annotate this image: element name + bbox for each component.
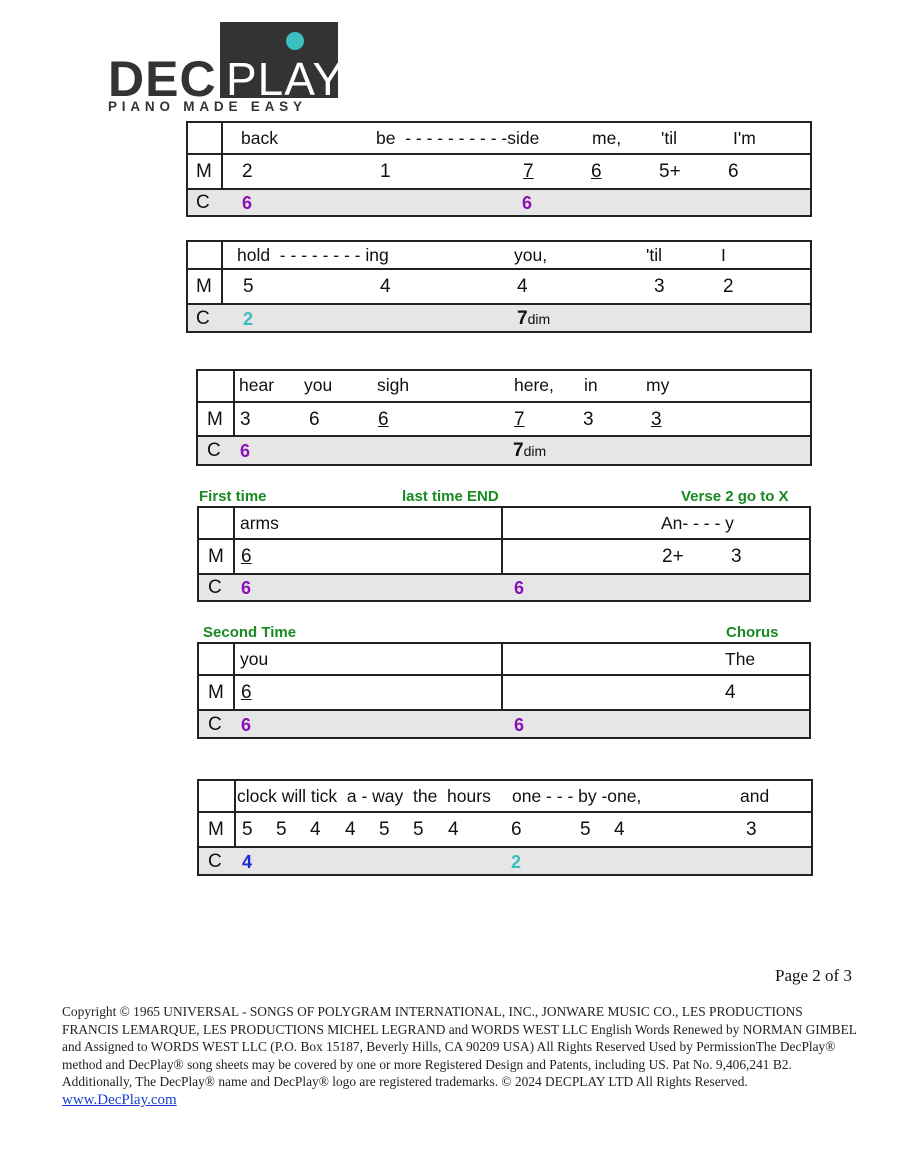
lyric: in bbox=[584, 375, 598, 395]
music-table-3 bbox=[196, 369, 812, 466]
lyric: be - - - - - - - - - -side bbox=[376, 128, 540, 148]
music-table-6 bbox=[197, 779, 813, 876]
chord-dim: 7dim bbox=[517, 308, 551, 329]
verse2-goto-label: Verse 2 go to X bbox=[681, 488, 789, 505]
music-table-2 bbox=[186, 240, 812, 333]
lyric: clock will tick a - way the hours bbox=[237, 786, 491, 806]
melody-note: 4 bbox=[517, 276, 528, 297]
melody-note: 3 bbox=[240, 409, 251, 430]
chord-label: C bbox=[208, 851, 222, 872]
first-time-label: First time bbox=[199, 488, 267, 505]
melody-note: 6 bbox=[511, 819, 522, 840]
lyrics-row bbox=[188, 242, 810, 270]
melody-note: 3 bbox=[731, 546, 742, 567]
copyright-text: Copyright © 1965 UNIVERSAL - SONGS OF POLYGRAM INTERNATIONAL, INC., JONWARE MUSIC CO., LES PRODUCTIONS FRANCIS LEMARQUE, LES PRODUCTIONS MICHEL LEGRAND and WORDS WEST LLC English Words Renewed by NORMAN GIMBEL and Assigned to WORDS WEST LLC (P.O. Box 15187, Beverly Hills, CA 90209 USA) All Rights Reserved Used by PermissionThe DecPlay® method and DecPlay® song sheets may be covered by one or more Registered Design and Patents, including US. Pat No. 9,406,241 B2. Additionally, The DecPlay® name and DecPlay® logo are registered trademarks. © 2024 DECPLAY LTD All Rights Reserved. bbox=[62, 1004, 857, 1090]
melody-note: 2 bbox=[242, 161, 253, 182]
melody-row bbox=[199, 540, 809, 575]
melody-note: 6 bbox=[241, 682, 252, 703]
lyric: you bbox=[304, 375, 333, 395]
melody-note: 3 bbox=[583, 409, 594, 430]
melody-label: M bbox=[208, 546, 224, 567]
logo-tagline: PIANO MADE EASY bbox=[108, 99, 307, 114]
melody-note: 5 bbox=[379, 819, 390, 840]
lyrics-row bbox=[199, 781, 811, 813]
chord: 2 bbox=[243, 309, 254, 329]
chord-dim: 7dim bbox=[513, 440, 547, 461]
melody-note: 4 bbox=[380, 276, 391, 297]
melody-note: 2+ bbox=[662, 546, 684, 567]
lyric: The bbox=[725, 649, 756, 669]
melody-row bbox=[198, 403, 810, 437]
melody-label: M bbox=[196, 276, 212, 297]
melody-note: 6 bbox=[309, 409, 320, 430]
melody-note: 5 bbox=[243, 276, 254, 297]
melody-note: 4 bbox=[310, 819, 321, 840]
melody-label: M bbox=[208, 819, 224, 840]
melody-note: 3 bbox=[746, 819, 757, 840]
melody-note: 3 bbox=[651, 409, 662, 430]
lyrics-row bbox=[199, 644, 809, 676]
lyric: one - - - by -one, bbox=[512, 786, 642, 806]
logo-play: PLAY bbox=[226, 53, 345, 105]
melody-note: 4 bbox=[614, 819, 625, 840]
chord-row bbox=[199, 711, 809, 737]
melody-note: 4 bbox=[448, 819, 459, 840]
lyric: me, bbox=[592, 128, 622, 148]
lyric: hold - - - - - - - - ing bbox=[237, 245, 389, 265]
chord-label: C bbox=[208, 714, 222, 735]
music-table-4 bbox=[197, 506, 811, 602]
chord: 6 bbox=[522, 193, 533, 213]
chord-label: C bbox=[196, 192, 210, 213]
lyric: you bbox=[240, 649, 269, 669]
melody-row bbox=[199, 813, 811, 848]
melody-row bbox=[199, 676, 809, 711]
lyric: back bbox=[241, 128, 278, 148]
last-time-end-label: last time END bbox=[402, 488, 499, 505]
melody-note: 5 bbox=[242, 819, 253, 840]
chord-row bbox=[199, 848, 811, 874]
melody-note: 3 bbox=[654, 276, 665, 297]
chord: 6 bbox=[241, 578, 252, 598]
melody-note: 7 bbox=[523, 161, 534, 182]
lyric: I'm bbox=[733, 128, 756, 148]
chord: 6 bbox=[241, 715, 252, 735]
lyric: you, bbox=[514, 245, 548, 265]
melody-note: 4 bbox=[725, 682, 736, 703]
melody-note: 5 bbox=[413, 819, 424, 840]
page-number: Page 2 of 3 bbox=[775, 966, 852, 985]
melody-note: 1 bbox=[380, 161, 391, 182]
melody-row bbox=[188, 155, 810, 190]
chord: 2 bbox=[511, 852, 522, 872]
melody-label: M bbox=[208, 682, 224, 703]
chord: 6 bbox=[514, 578, 525, 598]
chord-row bbox=[188, 190, 810, 215]
lyric: and bbox=[740, 786, 770, 806]
lyrics-row bbox=[198, 371, 810, 403]
chord: 6 bbox=[514, 715, 525, 735]
lyric: here, bbox=[514, 375, 554, 395]
melody-note: 5+ bbox=[659, 161, 681, 182]
lyric: 'til bbox=[661, 128, 677, 148]
melody-note: 5 bbox=[276, 819, 287, 840]
logo-dec: DEC bbox=[108, 51, 217, 107]
lyric: sigh bbox=[377, 375, 410, 395]
chord: 6 bbox=[242, 193, 253, 213]
chord-label: C bbox=[196, 308, 210, 329]
chorus-label: Chorus bbox=[726, 624, 779, 641]
melody-note: 6 bbox=[378, 409, 389, 430]
chord-label: C bbox=[207, 440, 221, 461]
website-link[interactable]: www.DecPlay.com bbox=[62, 1091, 177, 1108]
second-time-label: Second Time bbox=[203, 624, 297, 641]
melody-note: 4 bbox=[345, 819, 356, 840]
logo-dot bbox=[286, 32, 304, 50]
melody-note: 6 bbox=[591, 161, 602, 182]
lyric: arms bbox=[240, 513, 279, 533]
melody-note: 7 bbox=[514, 409, 525, 430]
decplay-logo bbox=[108, 22, 345, 116]
copyright-notice bbox=[62, 1003, 862, 1110]
lyric: An- - - - y bbox=[661, 513, 734, 533]
lyric: hear bbox=[239, 375, 275, 395]
melody-row bbox=[188, 270, 810, 305]
lyric: my bbox=[646, 375, 670, 395]
chord-label: C bbox=[208, 577, 222, 598]
melody-label: M bbox=[196, 161, 212, 182]
melody-label: M bbox=[207, 409, 223, 430]
chord: 4 bbox=[242, 852, 253, 872]
music-table-5 bbox=[197, 642, 811, 739]
melody-note: 6 bbox=[241, 546, 252, 567]
melody-note: 2 bbox=[723, 276, 734, 297]
chord: 6 bbox=[240, 441, 251, 461]
lyric: 'til bbox=[646, 245, 662, 265]
lyrics-row bbox=[199, 508, 809, 540]
lyric: I bbox=[721, 245, 726, 265]
melody-note: 5 bbox=[580, 819, 591, 840]
chord-row bbox=[199, 575, 809, 600]
chord-row bbox=[188, 305, 810, 331]
melody-note: 6 bbox=[728, 161, 739, 182]
music-table-1 bbox=[186, 121, 812, 217]
lyrics-row bbox=[188, 123, 810, 155]
chord-row bbox=[198, 437, 810, 464]
